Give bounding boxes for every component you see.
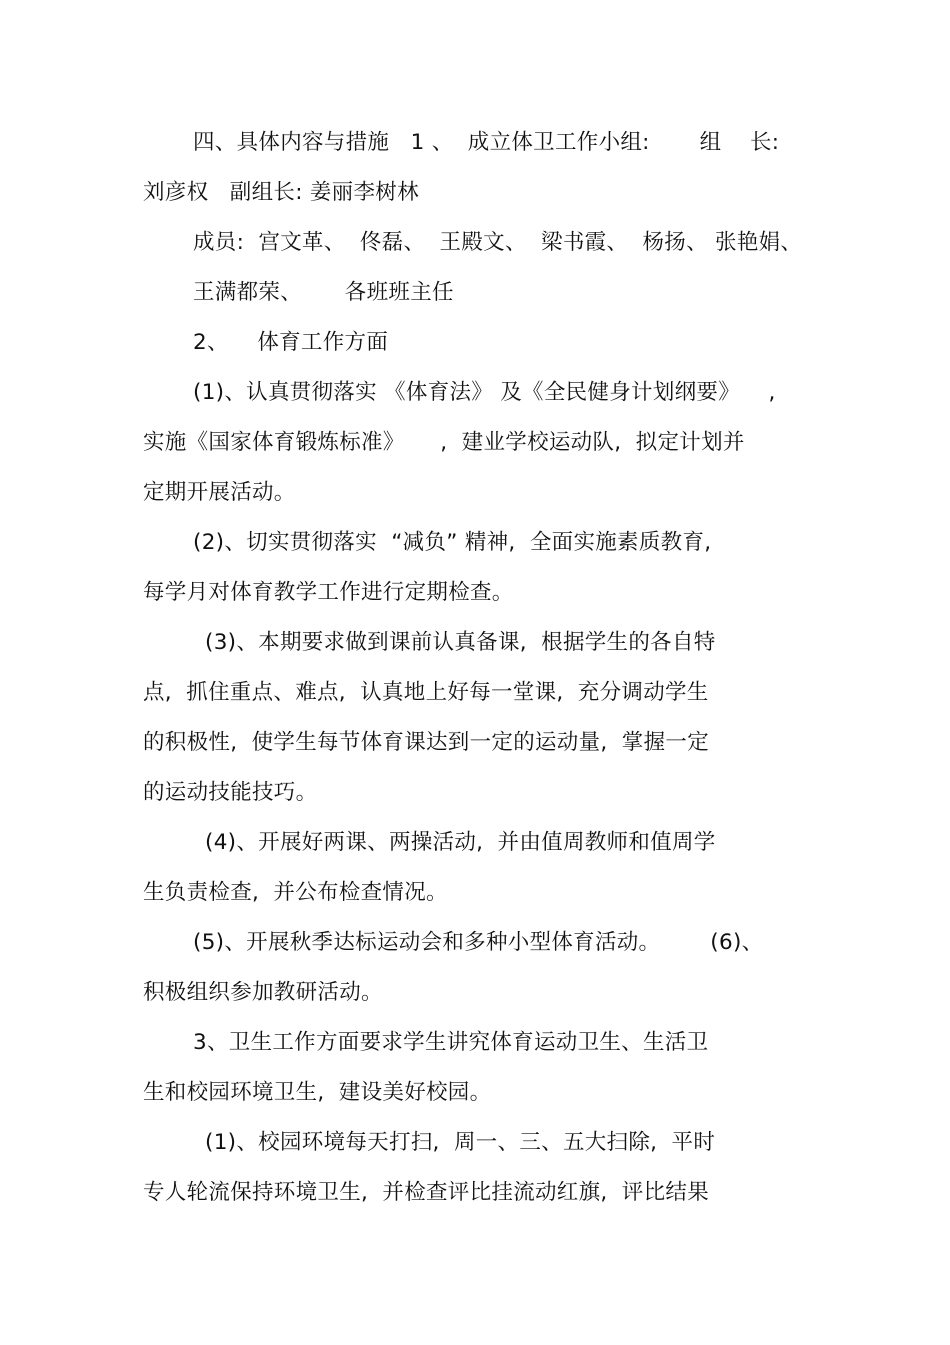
text-line-item-3: (3)、本期要求做到课前认真备课, 根据学生的各自特 (205, 630, 716, 655)
text-line-hygiene-item-1-cont: 专人轮流保持环境卫生, 并检查评比挂流动红旗, 评比结果 (143, 1180, 710, 1205)
text-line-item-1-end: 定期开展活动。 (143, 480, 296, 505)
text-line-item-2: (2)、切实贯彻落实 “减负” 精神, 全面实施素质教育, (193, 530, 712, 555)
text-line-members: 成员: 宫文革、 佟磊、 王殿文、 梁书霞、 杨扬、 张艳娟、 (193, 230, 803, 255)
text-line-item-1: (1)、认真贯彻落实 《体育法》 及《全民健身计划纲要》 , (193, 380, 776, 405)
text-line-item-3-cont-2: 的积极性, 使学生每节体育课达到一定的运动量, 掌握一定 (143, 730, 710, 755)
text-line-deputy-leaders: 刘彦权 副组长: 姜丽李树林 (143, 180, 419, 205)
text-line-hygiene-item-1: (1)、校园环境每天打扫, 周一、三、五大扫除, 平时 (205, 1130, 716, 1155)
text-line-item-2-end: 每学月对体育教学工作进行定期检查。 (143, 580, 514, 605)
text-line-item-6-end: 积极组织参加教研活动。 (143, 980, 383, 1005)
text-line-members-cont: 王满都荣、 各班班主任 (193, 280, 454, 305)
text-line-section-3-heading: 3、卫生工作方面要求学生讲究体育运动卫生、生活卫 (193, 1030, 709, 1055)
text-line-item-3-end: 的运动技能技巧。 (143, 780, 318, 805)
text-line-section-3-cont: 生和校园环境卫生, 建设美好校园。 (143, 1080, 492, 1105)
text-line-item-4-end: 生负责检查, 并公布检查情况。 (143, 880, 448, 905)
text-line-measures-heading: 四、具体内容与措施 1 、 成立体卫工作小组: 组 长: (193, 130, 780, 155)
text-line-section-2-heading: 2、 体育工作方面 (193, 330, 389, 355)
text-line-item-4: (4)、开展好两课、两操活动, 并由值周教师和值周学 (205, 830, 716, 855)
text-line-item-5: (5)、开展秋季达标运动会和多种小型体育活动。 (6)、 (193, 930, 764, 955)
text-line-item-3-cont: 点, 抓住重点、难点, 认真地上好每一堂课, 充分调动学生 (143, 680, 709, 705)
text-line-item-1-cont: 实施《国家体育锻炼标准》 , 建业学校运动队, 拟定计划并 (143, 430, 745, 455)
